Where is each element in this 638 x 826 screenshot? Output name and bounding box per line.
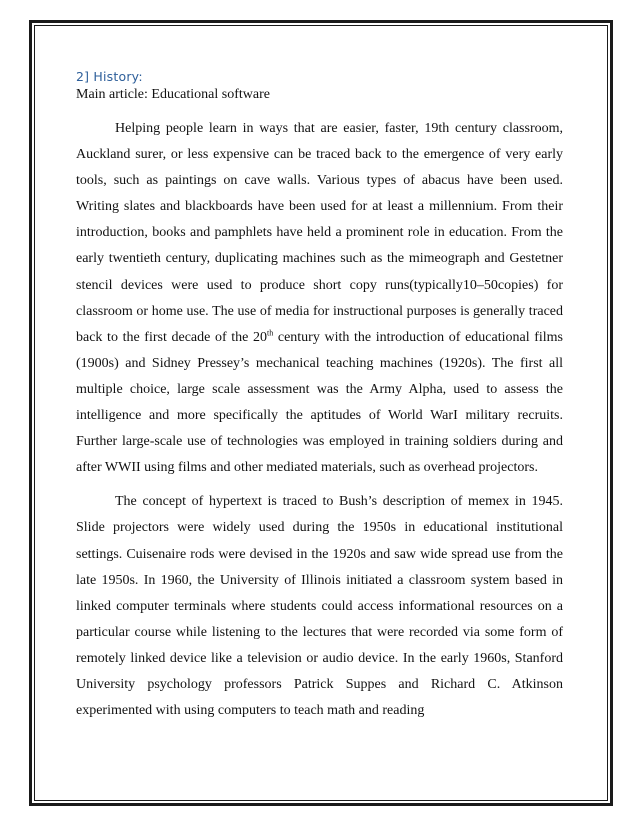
main-article-note: Main article: Educational software bbox=[76, 87, 270, 102]
paragraph-2: The concept of hypertext is traced to Bush’s description of memex in 1945. Slide projectors were widely used during the 1950s in educational institutional settings. Cuisenaire rods were devised in the 1920s and saw wide spread use from the late 1950s. In 1960, the University of Illinois initiated a classroom system based in linked computer terminals where students could access informational resources on a particular course while listening to the lectures that were recorded via some form of remotely linked device like a television or audio device. In the early 1960s, Stanford University psychology professors Patrick Suppes and Richard C. Atkinson experimented with using computers to teach math and reading bbox=[76, 494, 563, 719]
paragraph-1 bbox=[76, 116, 563, 481]
paragraph-1-text-b: century with the introduction of educational films (1900s) and Sidney Pressey’s mechanical teaching machines (1920s). The first all multiple choice, large scale assessment was the Army Alpha, used to assess the intelligence and more specifically the aptitudes of World WarI military recruits. Further large-scale use of technologies was employed in training soldiers during and after WWII using films and other mediated materials, such as overhead projectors. bbox=[76, 329, 564, 476]
ordinal-superscript: th bbox=[267, 328, 274, 338]
paragraph-1-text-a: Helping people learn in ways that are easier, faster, 19th century classroom, Auckland surer, or less expensive can be traced back to the emergence of very early tools, such as paintings on cave walls. Various types of abacus have been used. Writing slates and blackboards have been used for at least a millennium. From their introduction, books and pamphlets have held a prominent role in education. From the early twentieth century, duplicating machines such as the mimeograph and Gestetner stencil devices were used to produce short copy runs(typically10–50copies) for classroom or home use. The use of media for instructional purposes is generally traced back to the first decade of the 20 bbox=[76, 121, 563, 345]
section-heading: 2] History: bbox=[76, 69, 143, 84]
document-body bbox=[76, 68, 563, 732]
